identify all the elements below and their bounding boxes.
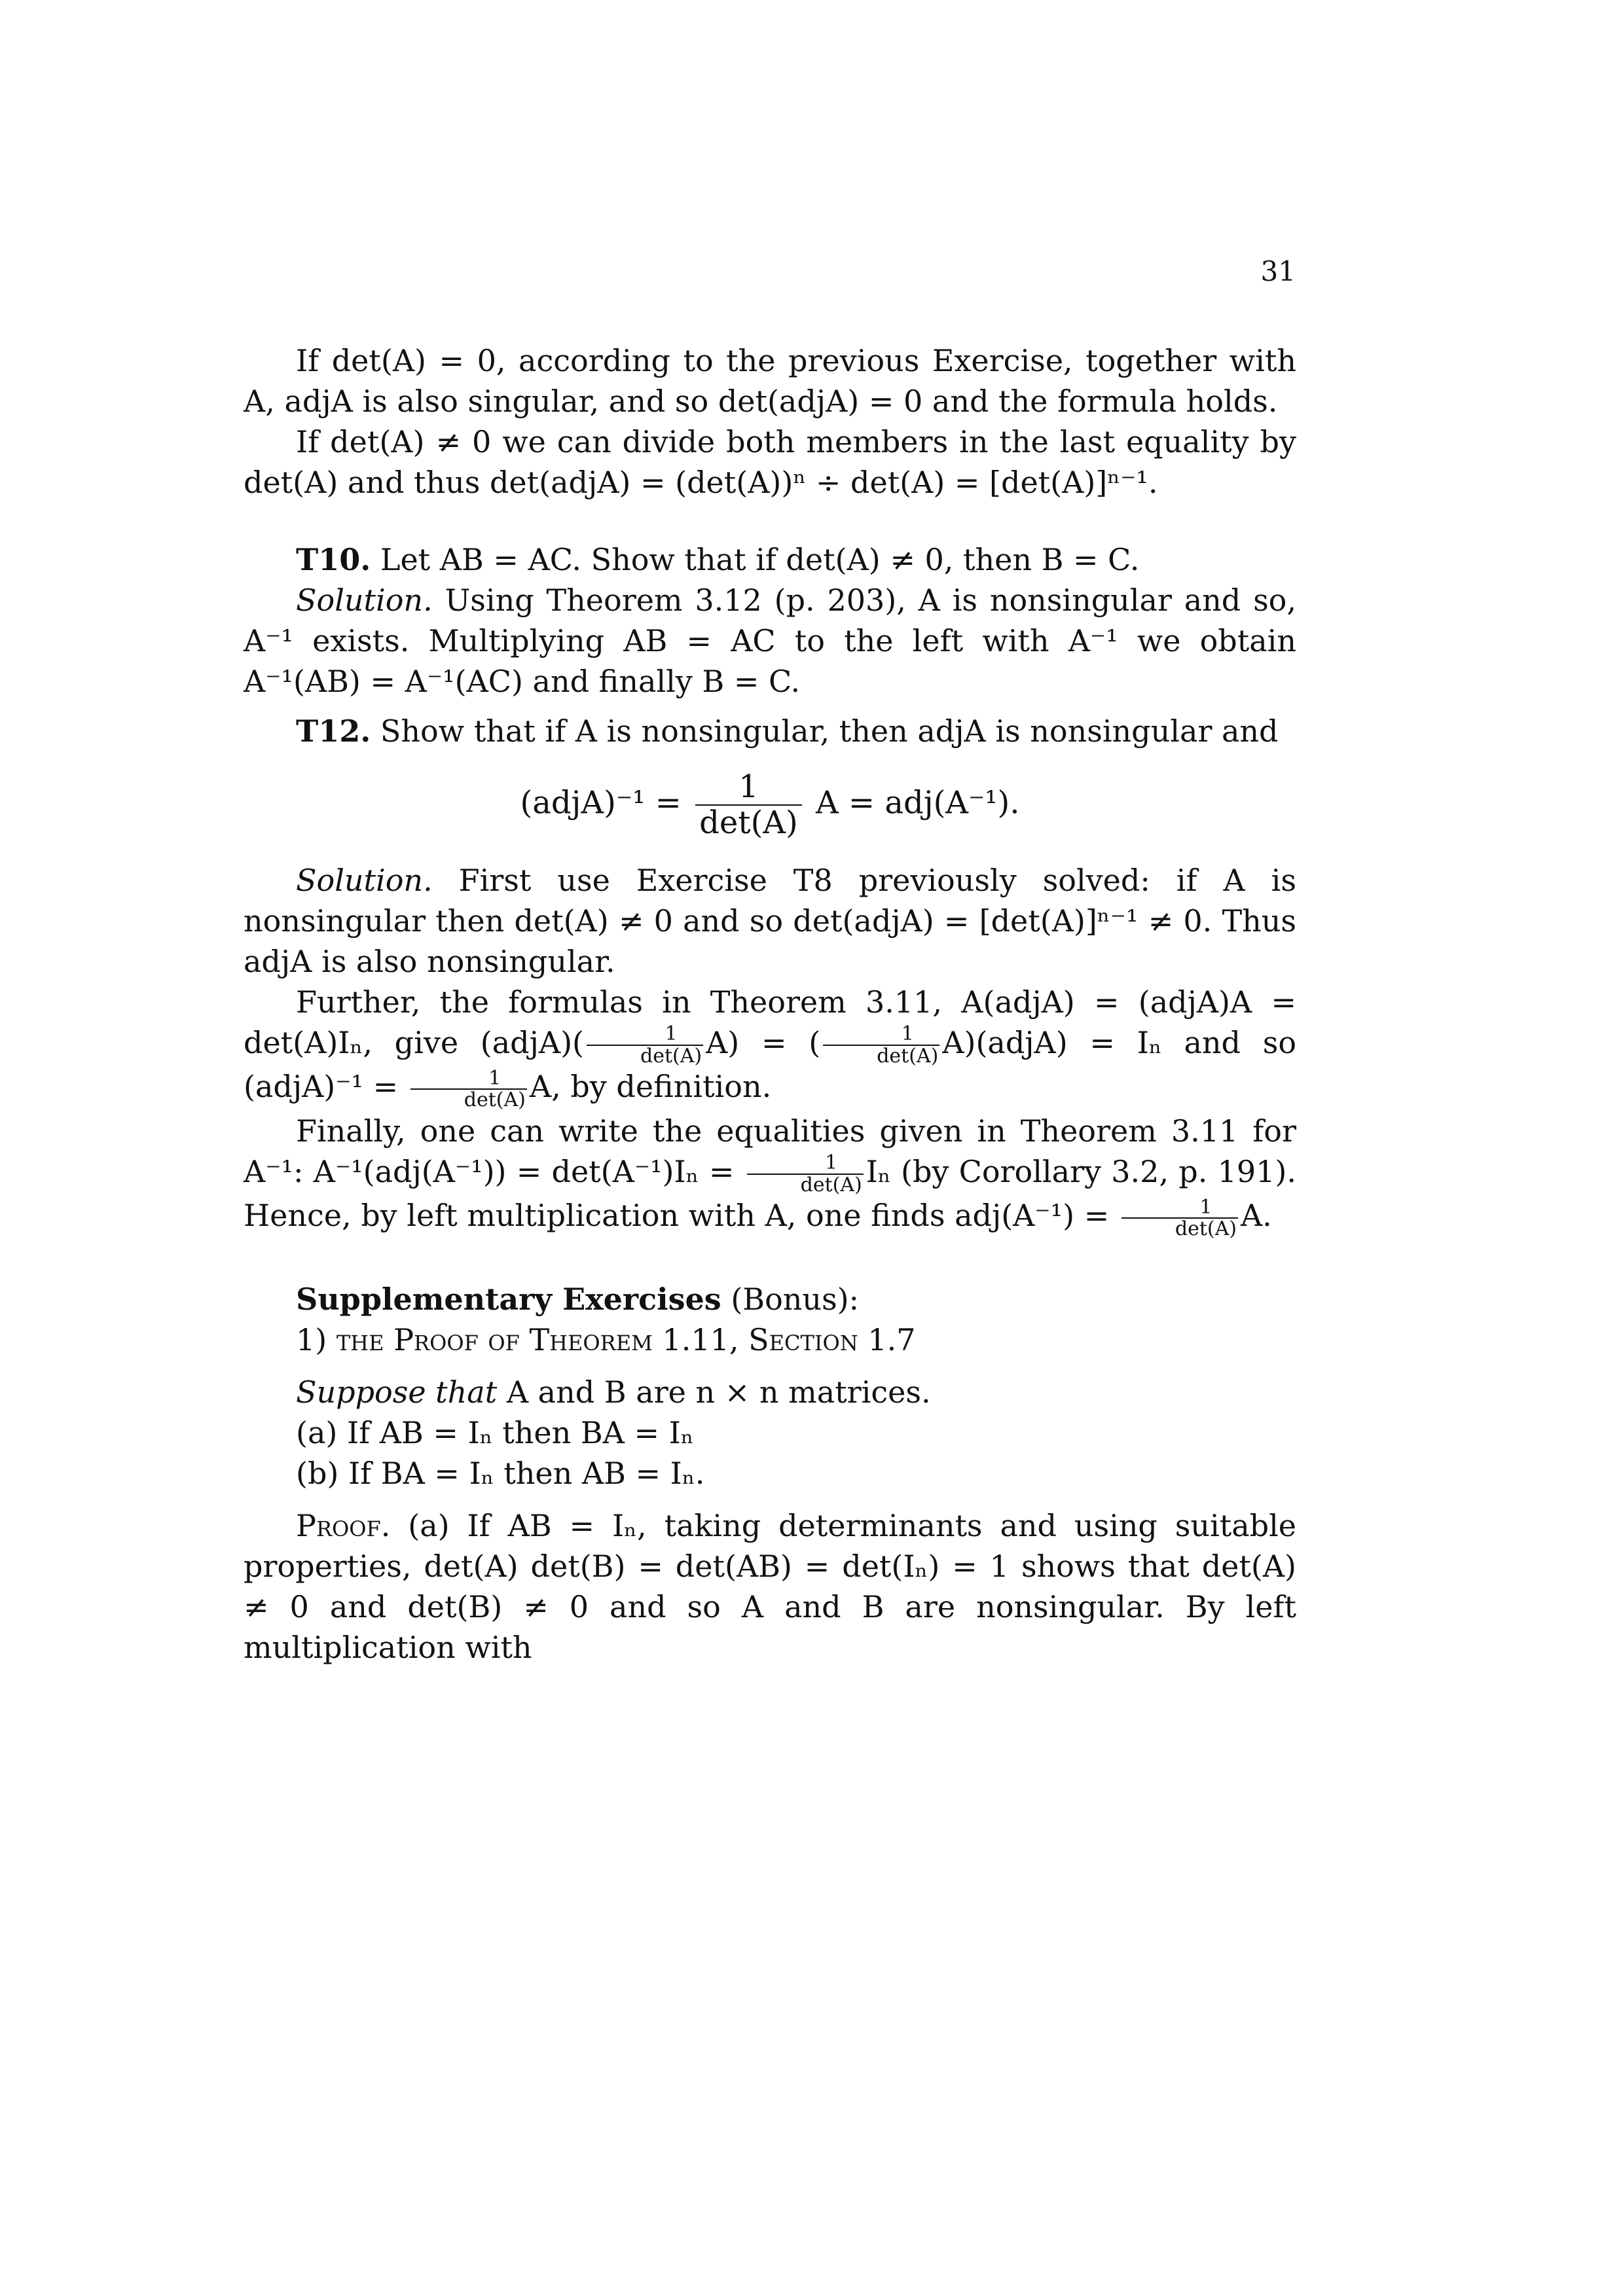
paragraph-finally <box>244 1111 1296 1240</box>
fraction-denominator: det(A) <box>699 804 798 841</box>
inline-fraction <box>587 1024 703 1066</box>
supplementary-item-title: 1) the Proof of Theorem 1.11, Section 1.7 <box>296 1321 916 1357</box>
paragraph-det-nonzero: If det(A) ≠ 0 we can divide both members in the last equality by det(A) and thus det(adjA) = (det(A))ⁿ ÷ det(A) = [det(A)]ⁿ⁻¹. <box>244 424 1296 500</box>
theorem-item-b: (b) If BA = Iₙ then AB = Iₙ. <box>296 1455 705 1491</box>
solution-text: Using Theorem 3.12 (p. 203), A is nonsingular and so, A⁻¹ exists. Multiplying AB = AC to the left with A⁻¹ we obtain A⁻¹(AB) = A⁻¹(AC) and finally B = C. <box>244 583 1296 699</box>
solution-label: Solution. <box>296 862 433 898</box>
proof-label: Proof. <box>296 1507 391 1543</box>
text-run: A)(adjA) = Iₙ and so (adjA)⁻¹ = <box>244 1024 1297 1105</box>
equation-lhs: (adjA)⁻¹ = <box>520 784 682 821</box>
fraction-denominator: det(A) <box>800 1173 862 1196</box>
paragraph-further <box>244 982 1296 1111</box>
text-run: Finally, one can write the equalities given in Theorem 3.11 for A⁻¹: A⁻¹(adj(A⁻¹)) = det(A⁻¹)Iₙ = <box>244 1113 1296 1189</box>
page-number: 31 <box>1260 255 1296 287</box>
theorem-statement <box>244 1372 1296 1412</box>
inline-fraction <box>823 1024 939 1066</box>
text-run: Further, the formulas in Theorem 3.11, A(adjA) = (adjA)A = det(A)Iₙ, give (adjA)( <box>244 984 1296 1060</box>
supplementary-heading <box>244 1279 1296 1319</box>
solution-t10 <box>244 580 1296 702</box>
proof-text: (a) If AB = Iₙ, taking determinants and using suitable properties, det(A) det(B) = det(AB) = det(Iₙ) = 1 shows that det(A) ≠ 0 and det(B) ≠ 0 and so A and B are nonsingular. By left multiplication with <box>244 1507 1297 1665</box>
theorem-item-a: (a) If AB = Iₙ then BA = Iₙ <box>296 1414 694 1450</box>
section-heading: Supplementary Exercises <box>296 1281 721 1317</box>
text-block <box>244 340 1296 1668</box>
text-run: A, by definition. <box>529 1069 772 1105</box>
fraction-denominator: det(A) <box>877 1044 939 1067</box>
equation-rhs: A = adj(A⁻¹). <box>815 784 1020 821</box>
text-run: Iₙ (by Corollary 3.2, p. 191). Hence, by left multiplication with A, one finds adj(A⁻¹) = <box>244 1153 1296 1234</box>
fraction-numerator: 1 <box>410 1068 527 1090</box>
solution-t12 <box>244 860 1296 982</box>
fraction-numerator: 1 <box>747 1153 864 1175</box>
inline-fraction <box>1122 1197 1238 1240</box>
theorem-italic: Suppose that <box>296 1374 498 1410</box>
exercise-statement: Show that if A is nonsingular, then adjA is nonsingular and <box>380 713 1279 749</box>
theorem-text: A and B are n × n matrices. <box>506 1374 931 1410</box>
fraction <box>695 770 802 840</box>
inline-fraction <box>747 1153 864 1195</box>
fraction-numerator: 1 <box>695 770 802 806</box>
exercise-statement: Let AB = AC. Show that if det(A) ≠ 0, then B = C. <box>380 542 1140 577</box>
text-run: A) = ( <box>706 1024 821 1060</box>
fraction-numerator: 1 <box>823 1024 939 1046</box>
exercise-label: T10. <box>296 542 371 577</box>
fraction-denominator: det(A) <box>640 1044 702 1067</box>
fraction-denominator: det(A) <box>1175 1217 1237 1241</box>
text-run: A. <box>1240 1198 1272 1234</box>
paragraph-det-zero: If det(A) = 0, according to the previous Exercise, together with A, adjA is also singular, and so det(adjA) = 0 and the formula holds. <box>244 343 1296 419</box>
solution-text: First use Exercise T8 previously solved: if A is nonsingular then det(A) ≠ 0 and so det(adjA) = [det(A)]ⁿ⁻¹ ≠ 0. Thus adjA is also nonsingular. <box>244 862 1297 979</box>
exercise-label: T12. <box>296 713 371 749</box>
proof-paragraph <box>244 1505 1296 1668</box>
exercise-t12 <box>244 711 1296 751</box>
fraction-numerator: 1 <box>1122 1197 1238 1219</box>
exercise-t10 <box>244 539 1296 580</box>
inline-fraction <box>410 1068 527 1111</box>
display-equation <box>244 770 1296 840</box>
fraction-numerator: 1 <box>587 1024 703 1046</box>
fraction-denominator: det(A) <box>464 1088 526 1112</box>
solution-label: Solution. <box>296 583 433 618</box>
section-subheading: (Bonus): <box>731 1281 860 1317</box>
